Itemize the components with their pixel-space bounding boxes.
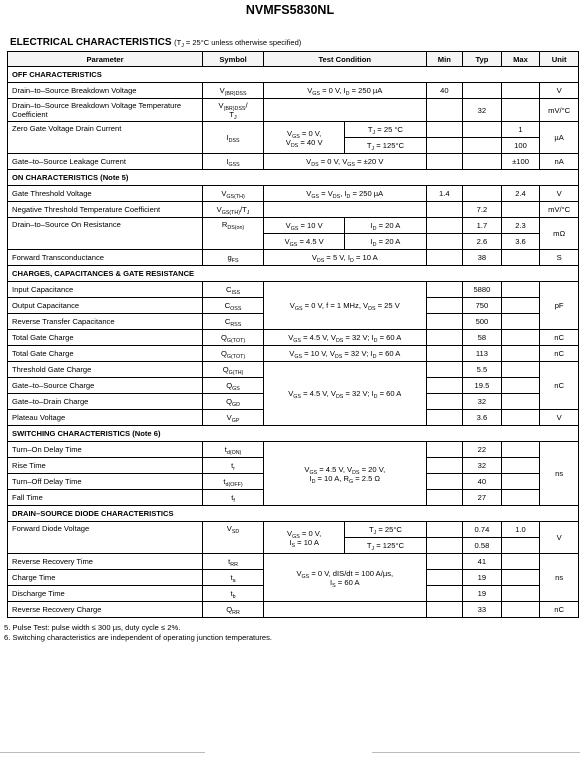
- unit-cell: nC: [540, 362, 579, 410]
- electrical-characteristics-table: [7, 51, 579, 618]
- min-cell: [426, 522, 463, 538]
- param-cell: Total Gate Charge: [8, 346, 203, 362]
- table-row: [8, 154, 579, 170]
- temp-cell: $T_J = 25$ °C: [345, 122, 426, 138]
- section-charges: CHARGES, CAPACITANCES & GATE RESISTANCE: [8, 266, 579, 282]
- min-cell: [426, 298, 463, 314]
- typ-cell: 32: [463, 99, 502, 122]
- title-main: ELECTRICAL CHARACTERISTICS: [10, 37, 172, 48]
- note-5: 5. Pulse Test: pulse width ≤ 300 µs, duty cycle ≤ 2%.: [4, 623, 181, 632]
- header-test-condition: Test Condition: [264, 52, 427, 67]
- symbol-cell: $I_{GSS}$: [203, 154, 264, 170]
- typ-cell: 0.58: [463, 538, 502, 554]
- max-cell: [501, 314, 540, 330]
- condition-cell: $I_D = 20$ A: [345, 218, 426, 234]
- unit-cell: V: [540, 410, 579, 426]
- max-cell: [501, 394, 540, 410]
- min-cell: [426, 282, 463, 298]
- symbol-cell: $V_{GS(TH)}$: [203, 186, 264, 202]
- max-cell: [501, 538, 540, 554]
- typ-cell: 113: [463, 346, 502, 362]
- unit-cell: S: [540, 250, 579, 266]
- max-cell: [501, 474, 540, 490]
- typ-cell: 2.6: [463, 234, 502, 250]
- condition-cell: $V_{GS} = 4.5$ V, $V_{DS} = 32$ V; $I_D = 60$ A: [264, 330, 427, 346]
- symbol-cell: $t_f$: [203, 490, 264, 506]
- min-cell: [426, 538, 463, 554]
- condition-cell: $V_{GS} = 0$ V, f = 1 MHz, $V_{DS} = 25$ V: [264, 282, 427, 330]
- max-cell: [501, 282, 540, 298]
- condition-cell: $V_{GS} = 10$ V: [264, 218, 345, 234]
- typ-cell: [463, 83, 502, 99]
- param-cell: Fall Time: [8, 490, 203, 506]
- max-cell: [501, 202, 540, 218]
- param-cell: Drain–to–Source On Resistance: [8, 218, 203, 250]
- typ-cell: 40: [463, 474, 502, 490]
- table-title: [10, 37, 301, 48]
- table-row: [8, 282, 579, 298]
- param-cell: Discharge Time: [8, 586, 203, 602]
- min-cell: [426, 218, 463, 234]
- typ-cell: 3.6: [463, 410, 502, 426]
- table-row: [8, 99, 579, 122]
- table-row: [8, 83, 579, 99]
- unit-cell: nC: [540, 602, 579, 618]
- min-cell: [426, 490, 463, 506]
- table-row: [8, 122, 579, 138]
- symbol-cell: $g_{FS}$: [203, 250, 264, 266]
- param-cell: Turn–Off Delay Time: [8, 474, 203, 490]
- table-row: [8, 362, 579, 378]
- symbol-cell: $V_{GS(TH)}/T_J$: [203, 202, 264, 218]
- symbol-cell: $t_{RR}$: [203, 554, 264, 570]
- condition-cell: $V_{GS} = 10$ V, $V_{DS} = 32$ V; $I_D = 60$ A: [264, 346, 427, 362]
- min-cell: [426, 410, 463, 426]
- param-cell: Drain–to–Source Breakdown Voltage Temperature Coefficient: [8, 99, 203, 122]
- min-cell: [426, 570, 463, 586]
- min-cell: [426, 250, 463, 266]
- condition-cell: [264, 602, 427, 618]
- table-row: [8, 522, 579, 538]
- param-cell: Reverse Recovery Charge: [8, 602, 203, 618]
- max-cell: [501, 442, 540, 458]
- table-row: [8, 346, 579, 362]
- symbol-cell: $Q_{G(TOT)}$: [203, 330, 264, 346]
- min-cell: [426, 394, 463, 410]
- typ-cell: 58: [463, 330, 502, 346]
- symbol-cell: $Q_{GS}$: [203, 378, 264, 394]
- param-cell: Threshold Gate Charge: [8, 362, 203, 378]
- typ-cell: [463, 186, 502, 202]
- param-cell: Reverse Transfer Capacitance: [8, 314, 203, 330]
- typ-cell: 19: [463, 570, 502, 586]
- param-cell: Charge Time: [8, 570, 203, 586]
- param-cell: Total Gate Charge: [8, 330, 203, 346]
- condition-cell: $I_D = 20$ A: [345, 234, 426, 250]
- title-condition: ($T_J = 25^\circ C$ unless otherwise specified): [174, 38, 302, 49]
- header-unit: Unit: [540, 52, 579, 67]
- min-cell: [426, 378, 463, 394]
- unit-cell: V: [540, 522, 579, 554]
- condition-cell: [264, 99, 427, 122]
- section-diode: DRAIN–SOURCE DIODE CHARACTERISTICS: [8, 506, 579, 522]
- unit-cell: V: [540, 83, 579, 99]
- condition-cell: [264, 202, 427, 218]
- min-cell: [426, 458, 463, 474]
- typ-cell: 0.74: [463, 522, 502, 538]
- header-parameter: Parameter: [8, 52, 203, 67]
- temp-cell: $T_J = 125^\circ C$: [345, 138, 426, 154]
- condition-cell: $V_{GS} = 0$ V, dIS/dt = 100 A/µs, $I_S = 60$ A: [264, 554, 427, 602]
- typ-cell: 27: [463, 490, 502, 506]
- typ-cell: [463, 138, 502, 154]
- typ-cell: 750: [463, 298, 502, 314]
- table-row: [8, 186, 579, 202]
- min-cell: [426, 99, 463, 122]
- unit-cell: ns: [540, 554, 579, 602]
- condition-cell: $V_{DS} = 0$ V, $V_{GS} = \pm 20$ V: [264, 154, 427, 170]
- typ-cell: 500: [463, 314, 502, 330]
- param-cell: Reverse Recovery Time: [8, 554, 203, 570]
- max-cell: [501, 586, 540, 602]
- condition-cell: $V_{GS} = 0$ V, $V_{DS} = 40$ V: [264, 122, 345, 154]
- param-cell: Zero Gate Voltage Drain Current: [8, 122, 203, 154]
- table-row: [8, 442, 579, 458]
- symbol-cell: $C_{OSS}$: [203, 298, 264, 314]
- param-cell: Negative Threshold Temperature Coefficient: [8, 202, 203, 218]
- min-cell: [426, 554, 463, 570]
- condition-cell: $V_{GS} = 0$ V, $I_D = 250$ µA: [264, 83, 427, 99]
- symbol-cell: $V_{SD}$: [203, 522, 264, 554]
- min-cell: [426, 442, 463, 458]
- min-cell: [426, 202, 463, 218]
- unit-cell: µA: [540, 122, 579, 154]
- unit-cell: V: [540, 186, 579, 202]
- note-6: 6. Switching characteristics are independent of operating junction temperatures.: [4, 633, 273, 642]
- symbol-cell: $R_{DS(on)}$: [203, 218, 264, 250]
- condition-cell: $V_{GS} = 0$ V, $I_S = 10$ A: [264, 522, 345, 554]
- param-cell: Drain–to–Source Breakdown Voltage: [8, 83, 203, 99]
- max-cell: 2.3: [501, 218, 540, 234]
- typ-cell: 1.7: [463, 218, 502, 234]
- param-cell: Output Capacitance: [8, 298, 203, 314]
- symbol-cell: $C_{RSS}$: [203, 314, 264, 330]
- param-cell: Forward Diode Voltage: [8, 522, 203, 554]
- max-cell: [501, 346, 540, 362]
- temp-cell: $T_J = 125^\circ C$: [345, 538, 426, 554]
- typ-cell: 32: [463, 458, 502, 474]
- condition-cell: $V_{DS} = 5$ V, $I_D = 10$ A: [264, 250, 427, 266]
- unit-cell: nC: [540, 346, 579, 362]
- max-cell: 100: [501, 138, 540, 154]
- max-cell: [501, 99, 540, 122]
- typ-cell: [463, 154, 502, 170]
- min-cell: 1.4: [426, 186, 463, 202]
- header-min: Min: [426, 52, 463, 67]
- symbol-cell: $I_{DSS}$: [203, 122, 264, 154]
- max-cell: 1: [501, 122, 540, 138]
- max-cell: [501, 298, 540, 314]
- header-symbol: Symbol: [203, 52, 264, 67]
- unit-cell: nA: [540, 154, 579, 170]
- min-cell: [426, 346, 463, 362]
- min-cell: [426, 586, 463, 602]
- condition-cell: $V_{GS} = 4.5$ V, $V_{DS} = 32$ V; $I_D = 60$ A: [264, 362, 427, 426]
- param-cell: Input Capacitance: [8, 282, 203, 298]
- header-row: [8, 52, 579, 67]
- max-cell: [501, 250, 540, 266]
- min-cell: [426, 122, 463, 138]
- max-cell: [501, 362, 540, 378]
- footer-divider-right: [372, 752, 580, 753]
- section-on: ON CHARACTERISTICS (Note 5): [8, 170, 579, 186]
- max-cell: [501, 83, 540, 99]
- typ-cell: 41: [463, 554, 502, 570]
- symbol-cell: $t_b$: [203, 586, 264, 602]
- min-cell: [426, 234, 463, 250]
- symbol-cell: $Q_{G(TOT)}$: [203, 346, 264, 362]
- max-cell: [501, 490, 540, 506]
- condition-cell: $V_{GS} = V_{DS}$, $I_D = 250$ µA: [264, 186, 427, 202]
- min-cell: 40: [426, 83, 463, 99]
- min-cell: [426, 362, 463, 378]
- min-cell: [426, 330, 463, 346]
- typ-cell: 32: [463, 394, 502, 410]
- typ-cell: 19.5: [463, 378, 502, 394]
- table-row: [8, 602, 579, 618]
- unit-cell: ns: [540, 442, 579, 506]
- min-cell: [426, 602, 463, 618]
- max-cell: [501, 458, 540, 474]
- temp-cell: $T_J = 25^\circ C$: [345, 522, 426, 538]
- max-cell: 1.0: [501, 522, 540, 538]
- symbol-cell: $t_{d(ON)}$: [203, 442, 264, 458]
- footnotes: [4, 623, 272, 643]
- unit-cell: mV/°C: [540, 202, 579, 218]
- max-cell: [501, 602, 540, 618]
- table-row: [8, 554, 579, 570]
- max-cell: ±100: [501, 154, 540, 170]
- max-cell: [501, 330, 540, 346]
- condition-cell: $V_{GS} = 4.5$ V: [264, 234, 345, 250]
- typ-cell: 33: [463, 602, 502, 618]
- condition-cell: $V_{GS} = 4.5$ V, $V_{DS} = 20$ V, $I_D = 10$ A, $R_G = 2.5$ Ω: [264, 442, 427, 506]
- symbol-cell: $C_{ISS}$: [203, 282, 264, 298]
- param-cell: Gate–to–Drain Charge: [8, 394, 203, 410]
- table-row: [8, 250, 579, 266]
- table-row: [8, 330, 579, 346]
- max-cell: [501, 410, 540, 426]
- typ-cell: 7.2: [463, 202, 502, 218]
- param-cell: Gate Threshold Voltage: [8, 186, 203, 202]
- footer-divider-left: [0, 752, 205, 753]
- min-cell: [426, 314, 463, 330]
- section-off: OFF CHARACTERISTICS: [8, 67, 579, 83]
- table-row: [8, 218, 579, 234]
- symbol-cell: $t_a$: [203, 570, 264, 586]
- symbol-cell: $Q_{RR}$: [203, 602, 264, 618]
- unit-cell: nC: [540, 330, 579, 346]
- param-cell: Forward Transconductance: [8, 250, 203, 266]
- symbol-cell: $Q_{G(TH)}$: [203, 362, 264, 378]
- typ-cell: 22: [463, 442, 502, 458]
- typ-cell: 5880: [463, 282, 502, 298]
- section-switching: SWITCHING CHARACTERISTICS (Note 6): [8, 426, 579, 442]
- symbol-cell: $t_r$: [203, 458, 264, 474]
- part-number: NVMFS5830NL: [245, 3, 335, 17]
- param-cell: Plateau Voltage: [8, 410, 203, 426]
- symbol-cell: $V_{(BR)DSS}/$ $T_J$: [203, 99, 264, 122]
- unit-cell: pF: [540, 282, 579, 330]
- symbol-cell: $V_{GP}$: [203, 410, 264, 426]
- typ-cell: 38: [463, 250, 502, 266]
- typ-cell: 19: [463, 586, 502, 602]
- param-cell: Gate–to–Source Leakage Current: [8, 154, 203, 170]
- header-typ: Typ: [463, 52, 502, 67]
- max-cell: [501, 554, 540, 570]
- param-cell: Gate–to–Source Charge: [8, 378, 203, 394]
- unit-cell: mV/°C: [540, 99, 579, 122]
- max-cell: 2.4: [501, 186, 540, 202]
- symbol-cell: $Q_{GD}$: [203, 394, 264, 410]
- unit-cell: mΩ: [540, 218, 579, 250]
- header-max: Max: [501, 52, 540, 67]
- symbol-cell: $t_{d(OFF)}$: [203, 474, 264, 490]
- typ-cell: [463, 122, 502, 138]
- param-cell: Turn–On Delay Time: [8, 442, 203, 458]
- min-cell: [426, 474, 463, 490]
- max-cell: [501, 378, 540, 394]
- typ-cell: 5.5: [463, 362, 502, 378]
- max-cell: [501, 570, 540, 586]
- table-row: [8, 202, 579, 218]
- max-cell: 3.6: [501, 234, 540, 250]
- symbol-cell: $V_{(BR)DSS}$: [203, 83, 264, 99]
- min-cell: [426, 154, 463, 170]
- min-cell: [426, 138, 463, 154]
- param-cell: Rise Time: [8, 458, 203, 474]
